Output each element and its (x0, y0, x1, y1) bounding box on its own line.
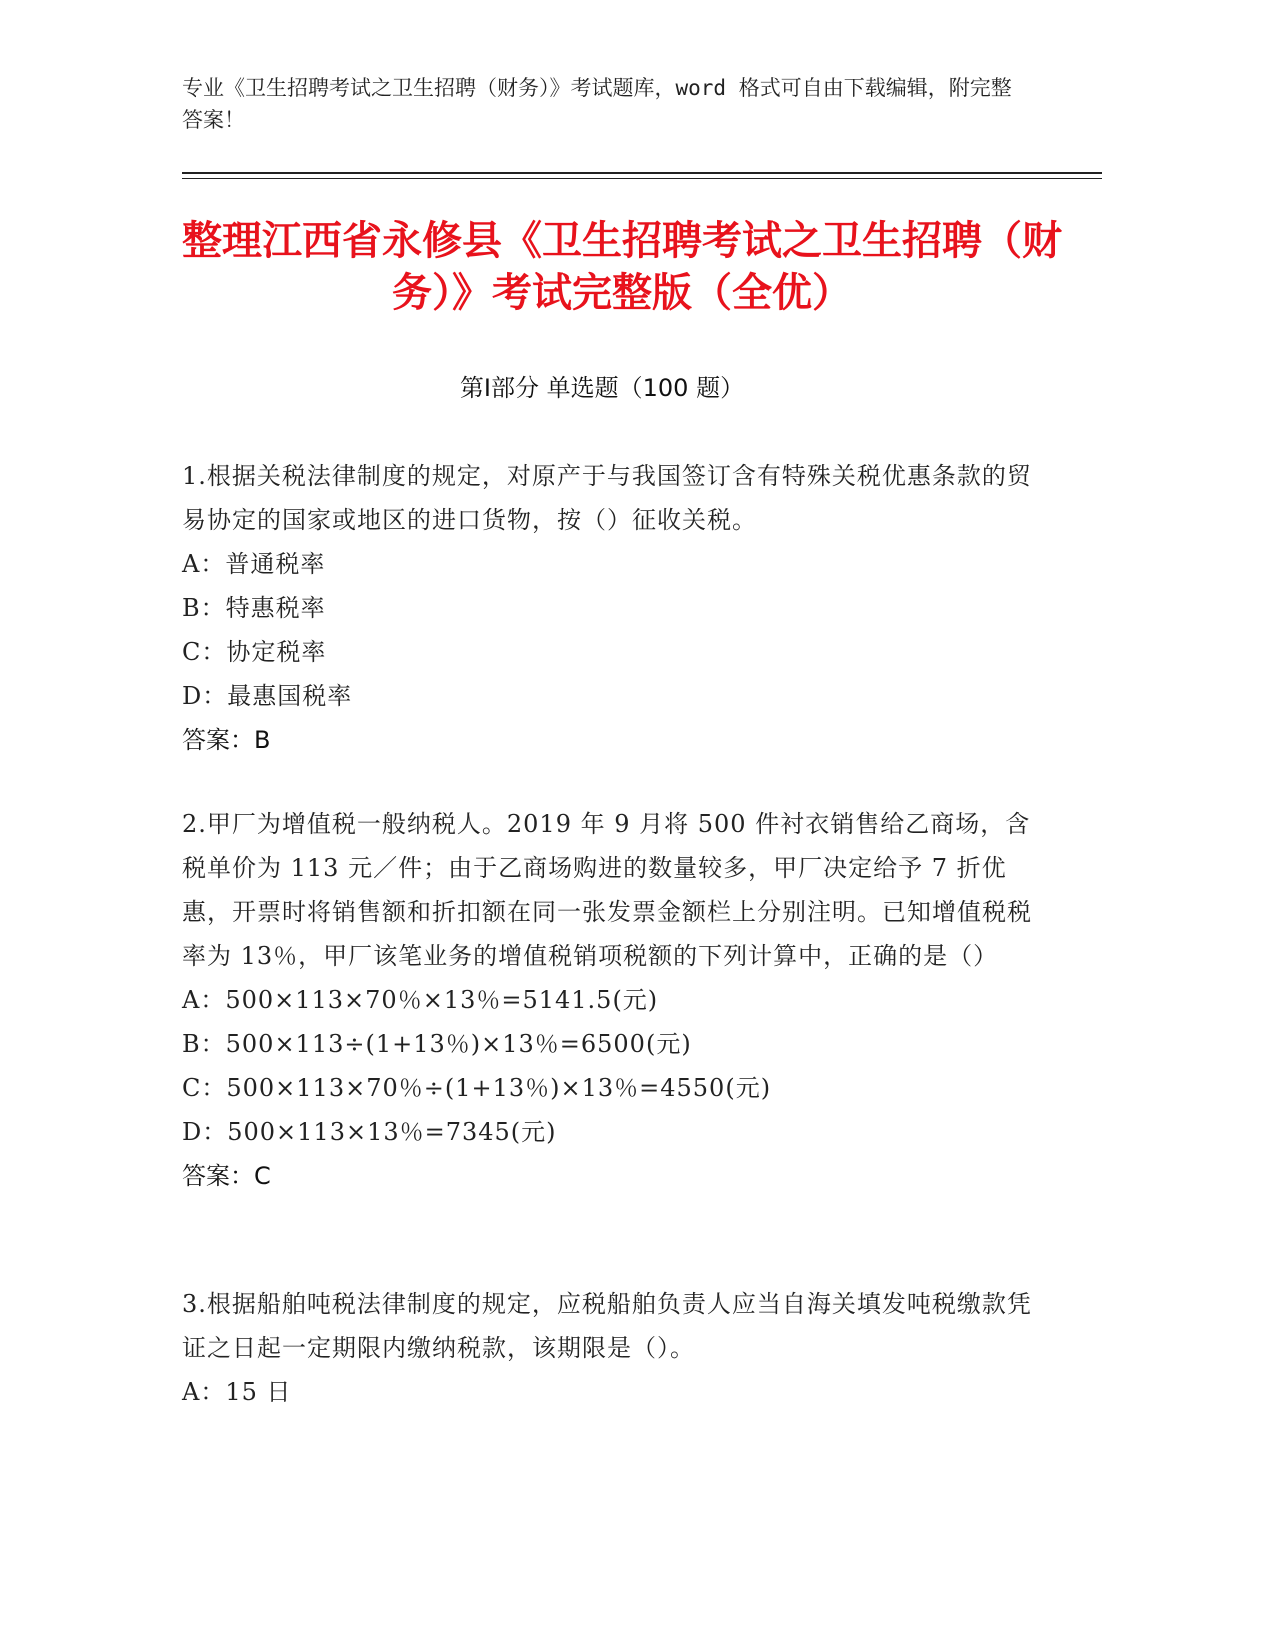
question-1 (182, 454, 1032, 762)
question-2 (182, 802, 1032, 1198)
answer-line: 答案：C (182, 1162, 271, 1190)
option-a: A：普通税率 (182, 550, 326, 578)
option-b: B：特惠税率 (182, 594, 326, 622)
document-title: 整理江西省永修县《卫生招聘考试之卫生招聘（财务）》考试完整版（全优） (182, 218, 1062, 316)
option-a: A：15 日 (182, 1378, 292, 1406)
option-c: C：协定税率 (182, 638, 327, 666)
header-note: 专业《卫生招聘考试之卫生招聘（财务）》考试题库，word 格式可自由下载编辑，附完整答案！ (182, 76, 1012, 132)
option-d: D：最惠国税率 (182, 682, 353, 710)
option-b: B：500×113÷(1+13％)×13％=6500(元) (182, 1030, 692, 1058)
header-divider-thin (182, 178, 1102, 179)
answer-line: 答案：B (182, 726, 271, 754)
option-a: A：500×113×70％×13％=5141.5(元) (182, 986, 659, 1014)
option-c: C：500×113×70％÷(1+13％)×13％=4550(元) (182, 1074, 772, 1102)
question-stem: 3.根据船舶吨税法律制度的规定，应税船舶负责人应当自海关填发吨税缴款凭证之日起一定期限内缴纳税款，该期限是（）。 (182, 1290, 1032, 1362)
question-stem: 2.甲厂为增值税一般纳税人。2019 年 9 月将 500 件衬衣销售给乙商场，含税单价为 113 元／件；由于乙商场购进的数量较多，甲厂决定给予 7 折优惠，开票时将销售额和折扣额在同一张发票金额栏上分别注明。已知增值税税率为 13％，甲厂该笔业务的增值税销项税额的下列计算中，正确的是（） (182, 810, 1032, 970)
question-stem: 1.根据关税法律制度的规定，对原产于与我国签订含有特殊关税优惠条款的贸易协定的国家或地区的进口货物，按（）征收关税。 (182, 462, 1032, 534)
option-d: D：500×113×13％=7345(元) (182, 1118, 557, 1146)
header-divider-thick (182, 172, 1102, 174)
question-3 (182, 1282, 1032, 1414)
section-heading: 第Ⅰ部分 单选题（100 题） (459, 374, 745, 402)
